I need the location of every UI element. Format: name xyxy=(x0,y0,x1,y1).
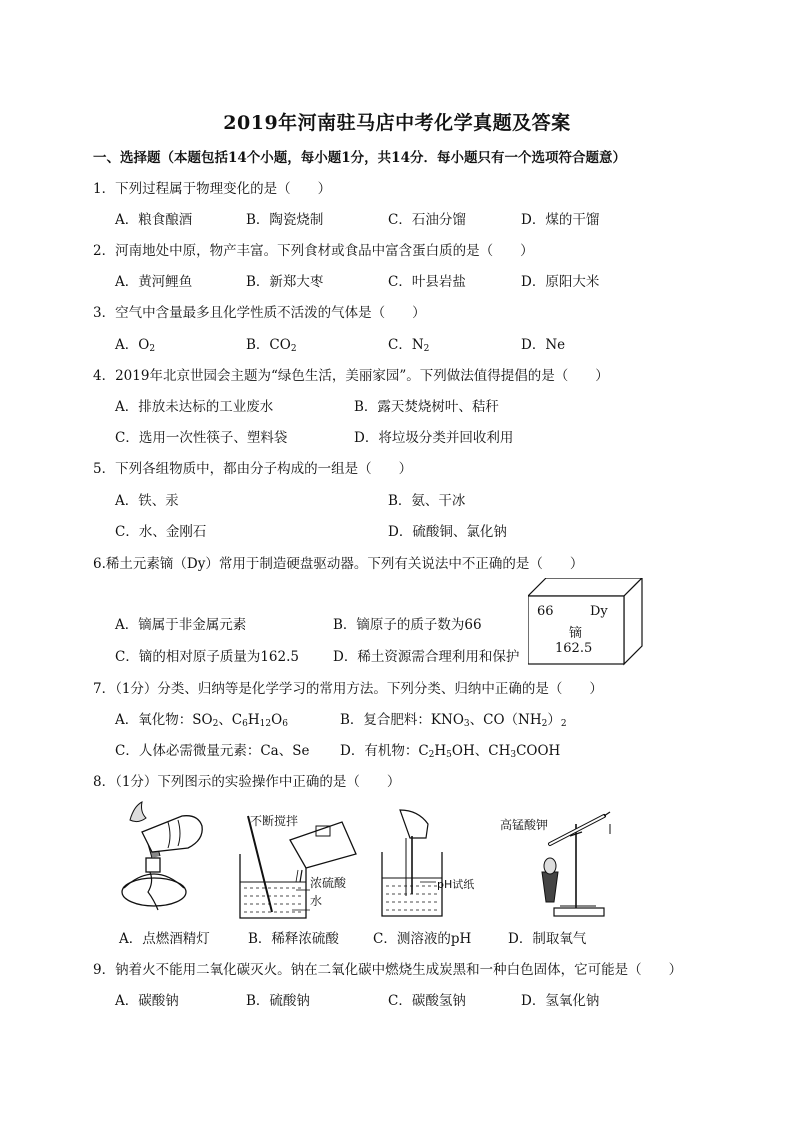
q3-option-d[interactable]: D．Ne xyxy=(521,337,566,353)
q9-option-d[interactable]: D．氢氧化钠 xyxy=(521,993,600,1009)
q1-option-c[interactable]: C．石油分馏 xyxy=(388,212,466,228)
q4-option-b[interactable]: B．露天焚烧树叶、秸秆 xyxy=(354,399,499,415)
q7-option-b[interactable]: B．复合肥料：$KNO_3$、$CO(NH_2)_2$ xyxy=(340,712,567,729)
question-9-stem: 9．钠着火不能用二氧化碳灭火。钠在二氧化碳中燃烧生成炭黑和一种白色固体，它可能是（ ） xyxy=(93,962,683,978)
question-5-stem: 5．下列各组物质中，都由分子构成的一组是（ ） xyxy=(93,461,413,477)
q2-option-a[interactable]: A．黄河鲤鱼 xyxy=(115,274,193,290)
q5-option-a[interactable]: A．铁、汞 xyxy=(115,493,179,509)
label-water: 水 xyxy=(310,894,323,908)
question-6-stem: 6.稀土元素镝（Dy）常用于制造硬盘驱动器。下列有关说法中不正确的是（ ） xyxy=(93,556,584,572)
q4-option-a[interactable]: A．排放未达标的工业废水 xyxy=(115,399,274,415)
q3-option-b[interactable]: B．$CO_2$ xyxy=(246,337,297,354)
q2-option-d[interactable]: D．原阳大米 xyxy=(521,274,600,290)
q5-option-d[interactable]: D．硫酸铜、氯化钠 xyxy=(388,524,507,540)
q7-option-a[interactable]: A．氧化物：$SO_2$、$C_6H_{12}O_6$ xyxy=(115,712,288,729)
q2-option-b[interactable]: B．新郑大枣 xyxy=(246,274,324,290)
element-mass: 162.5 xyxy=(555,641,593,656)
element-name: 镝 xyxy=(569,626,583,641)
q5-option-b[interactable]: B．氨、干冰 xyxy=(388,493,466,509)
q7-option-d[interactable]: D．有机物：$C_2H_5OH$、$CH_3COOH$ xyxy=(340,743,561,760)
figure-ph-test xyxy=(378,808,478,922)
q7-option-c[interactable]: C．人体必需微量元素：Ca、Se xyxy=(115,743,310,759)
q8-option-d[interactable]: D．制取氧气 xyxy=(508,931,587,947)
question-1-stem: 1．下列过程属于物理变化的是（ ） xyxy=(93,181,332,197)
q1-option-b[interactable]: B．陶瓷烧制 xyxy=(246,212,324,228)
label-ph-paper: pH试纸 xyxy=(437,878,475,891)
element-tile-dysprosium xyxy=(528,578,644,666)
q5-option-c[interactable]: C．水、金刚石 xyxy=(115,524,207,540)
figure-alcohol-lamp xyxy=(112,800,212,918)
q9-option-c[interactable]: C．碳酸氢钠 xyxy=(388,993,466,1009)
question-2-stem: 2．河南地处中原，物产丰富。下列食材或食品中富含蛋白质的是（ ） xyxy=(93,243,534,259)
q6-option-d[interactable]: D．稀土资源需合理利用和保护 xyxy=(333,649,520,665)
label-kmno4: 高锰酸钾 xyxy=(500,818,549,832)
q6-option-c[interactable]: C．镝的相对原子质量为162.5 xyxy=(115,649,299,665)
section-heading: 一、选择题（本题包括14个小题，每小题1分，共14分．每小题只有一个选项符合题意） xyxy=(93,150,626,166)
q3-option-a[interactable]: A．$O_2$ xyxy=(115,337,156,354)
question-4-stem: 4．2019年北京世园会主题为“绿色生活，美丽家园”。下列做法值得提倡的是（ ） xyxy=(93,368,609,384)
q9-option-b[interactable]: B．硫酸钠 xyxy=(246,993,310,1009)
q8-option-c[interactable]: C．测溶液的pH xyxy=(373,931,472,947)
question-3-stem: 3．空气中含量最多且化学性质不活泼的气体是（ ） xyxy=(93,305,426,321)
page-title: 2019年河南驻马店中考化学真题及答案 xyxy=(223,112,571,134)
q1-option-d[interactable]: D．煤的干馏 xyxy=(521,212,600,228)
q6-option-b[interactable]: B．镝原子的质子数为66 xyxy=(333,617,482,633)
label-stir: 不断搅拌 xyxy=(250,814,299,828)
question-7-stem: 7．（1分）分类、归纳等是化学学习的常用方法。下列分类、归纳中正确的是（ ） xyxy=(93,681,603,697)
q4-option-c[interactable]: C．选用一次性筷子、塑料袋 xyxy=(115,430,288,446)
q3-option-c[interactable]: C．$N_2$ xyxy=(388,337,430,354)
q8-option-a[interactable]: A．点燃酒精灯 xyxy=(119,931,210,947)
q8-option-b[interactable]: B．稀释浓硫酸 xyxy=(248,931,339,947)
q9-option-a[interactable]: A．碳酸钠 xyxy=(115,993,179,1009)
q2-option-c[interactable]: C．叶县岩盐 xyxy=(388,274,466,290)
q6-option-a[interactable]: A．镝属于非金属元素 xyxy=(115,617,247,633)
element-number: 66 xyxy=(537,604,554,619)
label-acid: 浓硫酸 xyxy=(310,876,347,890)
element-symbol: Dy xyxy=(590,604,608,619)
question-8-stem: 8．（1分）下列图示的实验操作中正确的是（ ） xyxy=(93,774,401,790)
q4-option-d[interactable]: D．将垃圾分类并回收利用 xyxy=(354,430,514,446)
q1-option-a[interactable]: A．粮食酿酒 xyxy=(115,212,193,228)
